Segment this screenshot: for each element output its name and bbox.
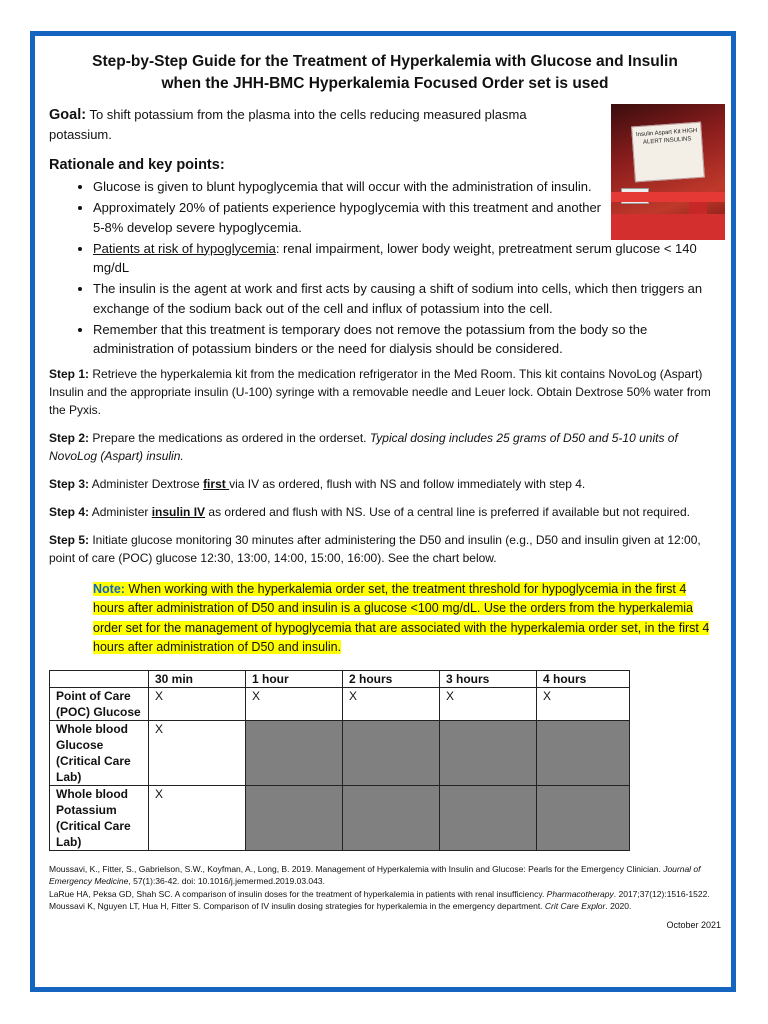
monitoring-table bbox=[49, 670, 630, 851]
table-cell: X bbox=[149, 785, 246, 850]
step-4 bbox=[49, 503, 721, 521]
dosing-note: Typical dosing includes 25 grams of D50 and 5-10 units of NovoLog (Aspart) insulin. bbox=[49, 430, 678, 463]
ref-journal: Crit Care Explor bbox=[544, 901, 606, 911]
emphasis-first: first bbox=[203, 476, 230, 491]
ref-text: . 2017;37(12):1516-1522. bbox=[613, 888, 710, 899]
references bbox=[49, 863, 721, 913]
goal-label: Goal: bbox=[49, 107, 87, 123]
table-cell: X bbox=[246, 687, 343, 720]
list-item bbox=[93, 239, 721, 278]
step-text: Administer Dextrose bbox=[89, 476, 204, 491]
document-title bbox=[49, 51, 721, 95]
step-label: Step 4: bbox=[49, 504, 90, 519]
table-header-cell: 4 hours bbox=[537, 670, 630, 687]
highlighted-note bbox=[93, 580, 719, 658]
step-3 bbox=[49, 475, 721, 493]
step-1 bbox=[49, 365, 721, 419]
shaded-cell bbox=[537, 785, 630, 850]
step-label: Step 5: bbox=[49, 532, 90, 547]
table-header-cell: 30 min bbox=[149, 670, 246, 687]
goal-section bbox=[49, 105, 569, 145]
bullet-text: Glucose is given to blunt hypoglycemia that will occur with the administration of insulin. bbox=[93, 179, 592, 194]
table-header-cell: 2 hours bbox=[343, 670, 440, 687]
table-cell: X bbox=[537, 687, 630, 720]
table-header-row bbox=[50, 670, 630, 687]
insulin-kit-photo bbox=[611, 104, 725, 240]
emphasis-insulin: insulin IV bbox=[151, 504, 206, 519]
risk-label: Patients at risk of hypoglycemia bbox=[93, 240, 276, 256]
step-2 bbox=[49, 429, 721, 465]
title-line-1: Step-by-Step Guide for the Treatment of Hyperkalemia with Glucose and Insulin bbox=[92, 53, 678, 70]
step-text: Initiate glucose monitoring 30 minutes after administering the D50 and insulin (e.g., D50 and insulin given at 12:00, point of care (POC) glucose 12:30, 13:00, 14:00, 15:00, 16:00). See the chart below. bbox=[49, 532, 701, 565]
kit-box-front bbox=[611, 214, 725, 240]
shaded-cell bbox=[246, 785, 343, 850]
goal-text: To shift potassium from the plasma into the cells reducing measured plasma potassium. bbox=[49, 107, 527, 142]
reference-1 bbox=[49, 863, 721, 888]
document-date: October 2021 bbox=[666, 919, 721, 930]
document-body bbox=[49, 51, 721, 930]
note-label: Note: bbox=[93, 581, 125, 596]
step-text: Administer bbox=[89, 504, 152, 519]
row-label: Point of Care (POC) Glucose bbox=[50, 687, 149, 720]
row-label: Whole blood Potassium (Critical Care Lab) bbox=[50, 785, 149, 850]
kit-label: Insulin Aspart Kit HIGH ALERT INSULINS bbox=[631, 122, 705, 183]
note-text: When working with the hyperkalemia order set, the treatment threshold for hypoglycemia in the first 4 hours after administration of D50 and insulin is a glucose <100 mg/dL. Use the orders from the hyperkalemia order set for the management of hypoglycemia that are associated with the hyperkalemia order set, in the first 4 hours after administration of D50 and insulin. bbox=[93, 581, 710, 654]
step-label: Step 3: bbox=[49, 476, 90, 491]
ref-text: LaRue HA, Peksa GD, Shah SC. A comparison of insulin doses for the treatment of hyperkalemia in patients with renal insufficiency. bbox=[49, 888, 547, 899]
page-border bbox=[30, 31, 736, 992]
step-5 bbox=[49, 531, 721, 567]
ref-text: Moussavi K, Nguyen LT, Hua H, Fitter S. Comparison of IV insulin dosing strategies for hyperkalemia in the emergency department. bbox=[49, 901, 545, 911]
row-label: Whole blood Glucose (Critical Care Lab) bbox=[50, 720, 149, 785]
table-cell: X bbox=[440, 687, 537, 720]
ref-journal: Pharmacotherapy bbox=[546, 888, 614, 899]
step-label: Step 2: bbox=[49, 430, 90, 445]
table-cell: X bbox=[149, 687, 246, 720]
bullet-text: Remember that this treatment is temporary does not remove the potassium from the body so the administration of potassium binders or the need for dialysis should be considered. bbox=[93, 321, 648, 356]
rationale-heading: Rationale and key points: bbox=[49, 157, 225, 173]
bullet-text: Approximately 20% of patients experience hypoglycemia with this treatment and another 5-8% develop severe hypoglycemia. bbox=[93, 200, 602, 235]
step-text: via IV as ordered, flush with NS and follow immediately with step 4. bbox=[229, 476, 586, 491]
reference-3 bbox=[49, 900, 721, 913]
ref-text: . 2020. bbox=[605, 901, 632, 911]
title-line-2: when the JHH-BMC Hyperkalemia Focused Order set is used bbox=[161, 75, 609, 92]
ref-text: , 57(1):36-42. doi: 10.1016/j.jemermed.2019.03.043. bbox=[128, 876, 325, 886]
shaded-cell bbox=[343, 720, 440, 785]
shaded-cell bbox=[246, 720, 343, 785]
shaded-cell bbox=[440, 720, 537, 785]
table-row bbox=[50, 785, 630, 850]
ref-text: Moussavi, K., Fitter, S., Gabrielson, S.W., Koyfman, A., Long, B. 2019. Management of Hyperkalemia with Insulin and Glucose: Pearls for the Emergency Clinician. bbox=[49, 863, 664, 874]
table-cell: X bbox=[149, 720, 246, 785]
step-text: Prepare the medications as ordered in the orderset. bbox=[89, 430, 370, 445]
table-header-cell: 1 hour bbox=[246, 670, 343, 687]
shaded-cell bbox=[343, 785, 440, 850]
step-text: Retrieve the hyperkalemia kit from the medication refrigerator in the Med Room. This kit contains NovoLog (Aspart) Insulin and the appropriate insulin (U-100) syringe with a removable needle and Leuer lock. Obtain Dextrose 50% water from the Pyxis. bbox=[49, 366, 711, 417]
list-item bbox=[93, 279, 721, 318]
kit-lid-edge bbox=[611, 192, 725, 202]
bullet-text: The insulin is the agent at work and first acts by causing a shift of sodium into cells, which then triggers an exchange of the sodium back out of the cell and influx of potassium into the cell. bbox=[93, 281, 703, 316]
table-row bbox=[50, 720, 630, 785]
table-header-cell bbox=[50, 670, 149, 687]
reference-2 bbox=[49, 888, 721, 901]
bullet-text: : renal impairment, lower body weight, pretreatment serum glucose < 140 mg/dL bbox=[93, 240, 697, 275]
shaded-cell bbox=[537, 720, 630, 785]
step-text: as ordered and flush with NS. Use of a central line is preferred if available but not required. bbox=[205, 504, 690, 519]
step-label: Step 1: bbox=[49, 366, 90, 381]
list-item bbox=[93, 320, 721, 359]
ref-journal: Journal of Emergency Medicine bbox=[49, 863, 701, 886]
table-cell: X bbox=[343, 687, 440, 720]
shaded-cell bbox=[440, 785, 537, 850]
table-row bbox=[50, 687, 630, 720]
table-header-cell: 3 hours bbox=[440, 670, 537, 687]
